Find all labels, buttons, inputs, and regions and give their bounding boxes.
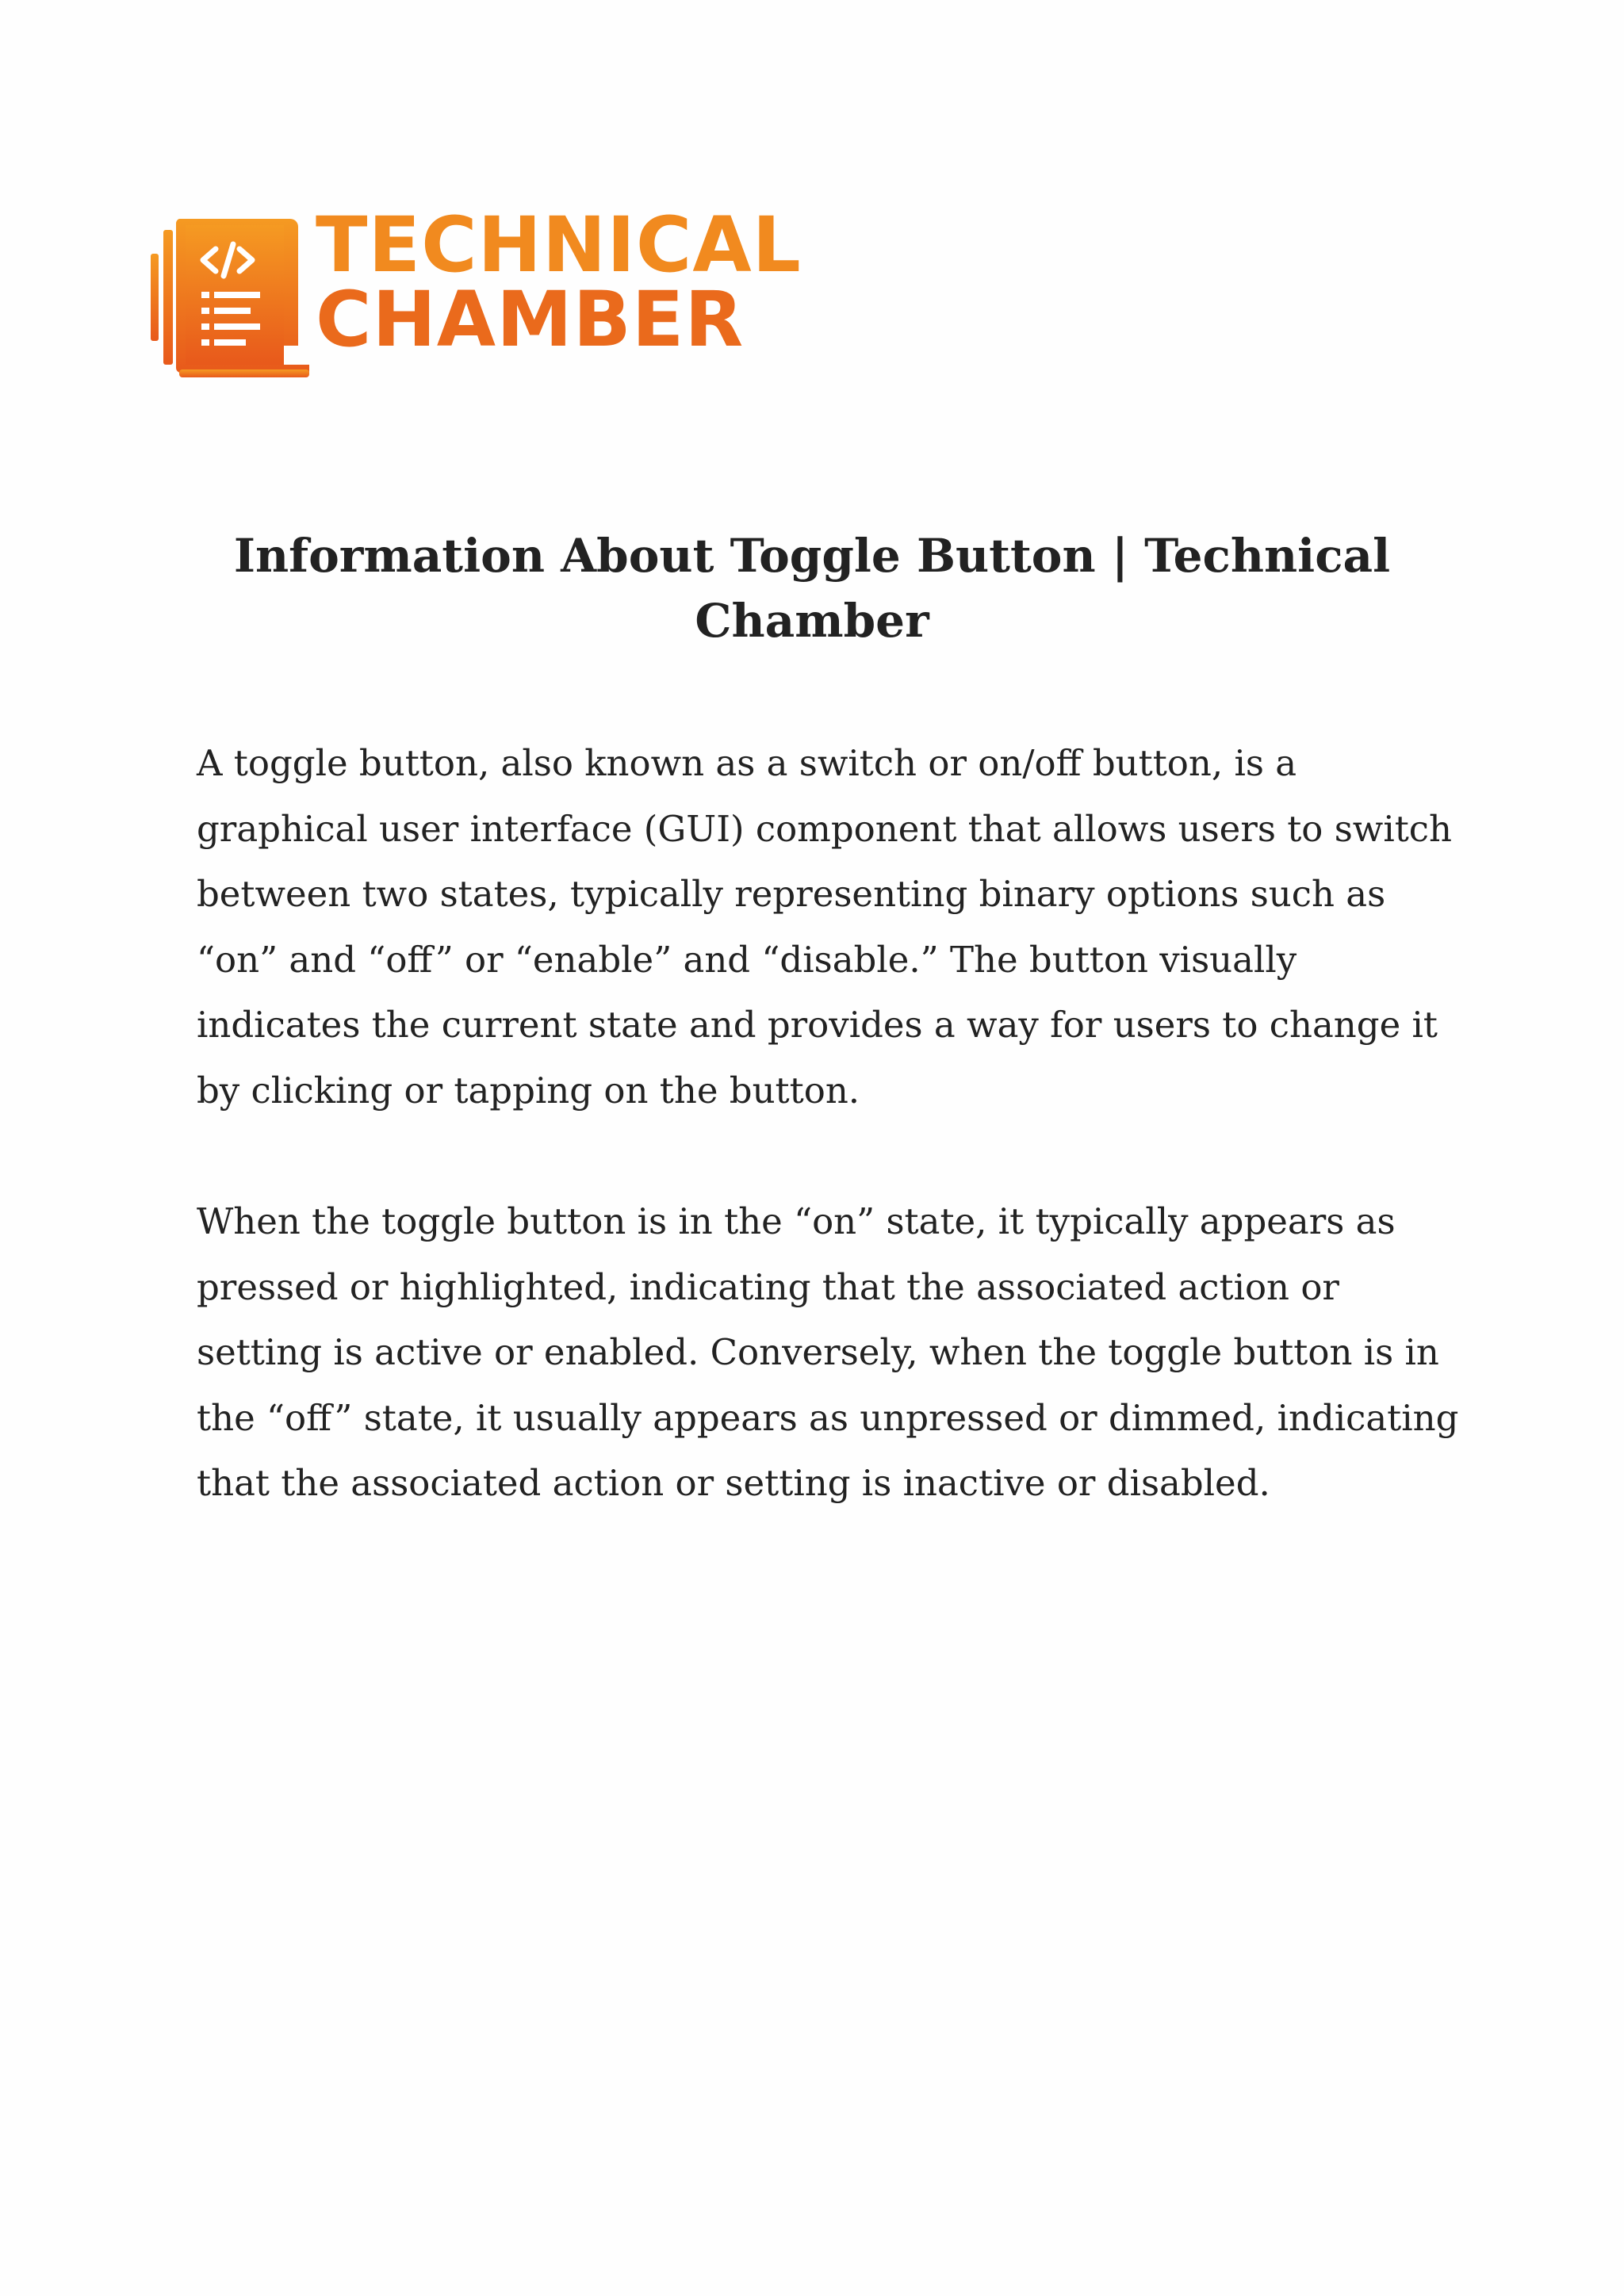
text-line: between two states, typically representing binary options such as <box>197 873 1386 915</box>
text-line: by clicking or tapping on the button. <box>197 1069 860 1112</box>
text-line: the “off” state, it usually appears as unpressed or dimmed, indicating <box>197 1396 1459 1439</box>
article-body <box>197 731 1481 1582</box>
brand-line-2: CHAMBER <box>316 275 745 364</box>
brand-wordmark <box>316 201 802 364</box>
text-line: indicates the current state and provides a way for users to change it <box>197 1004 1438 1046</box>
code-document-icon <box>151 214 309 381</box>
brand-logo <box>151 201 817 382</box>
paragraph-1 <box>197 731 1481 1123</box>
brand-line-1: TECHNICAL <box>316 201 802 289</box>
page-title <box>198 523 1426 653</box>
text-line: A toggle button, also known as a switch or on/off button, is a <box>197 742 1297 784</box>
text-line: pressed or highlighted, indicating that the associated action or <box>197 1265 1339 1308</box>
title-line-2: Chamber <box>695 594 929 648</box>
paragraph-2 <box>197 1189 1481 1517</box>
text-line: “on” and “off” or “enable” and “disable.” The button visually <box>197 938 1297 981</box>
title-line-1: Information About Toggle Button | Technical <box>233 529 1391 583</box>
text-line: setting is active or enabled. Conversely, when the toggle button is in <box>197 1331 1439 1373</box>
text-line: When the toggle button is in the “on” state, it typically appears as <box>197 1200 1396 1242</box>
text-line: that the associated action or setting is inactive or disabled. <box>197 1462 1270 1504</box>
text-line: graphical user interface (GUI) component that allows users to switch <box>197 807 1452 850</box>
